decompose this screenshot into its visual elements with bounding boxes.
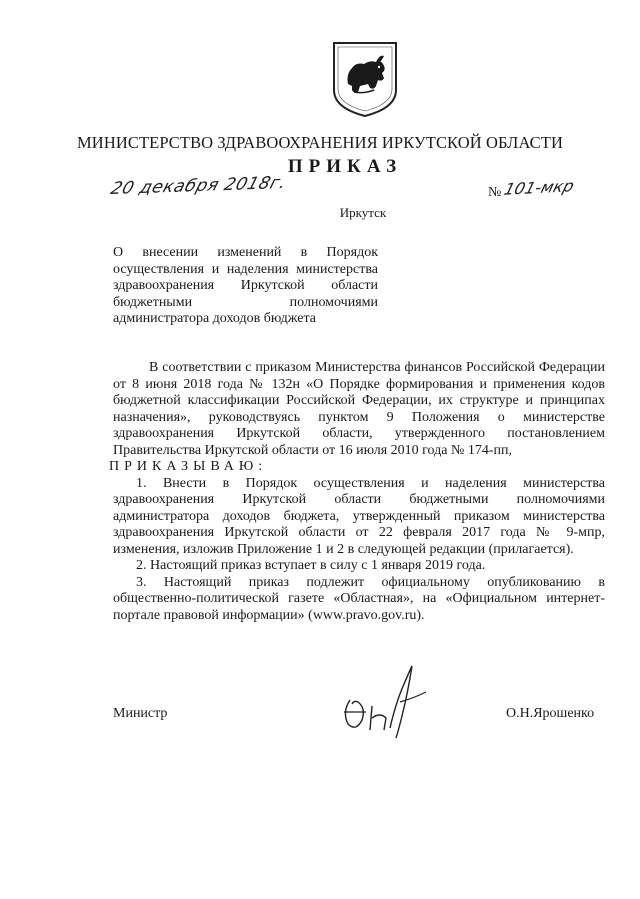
order-title: ПРИКАЗ	[287, 156, 403, 177]
handwritten-signature	[338, 662, 438, 742]
order-item: 2. Настоящий приказ вступает в силу с 1 января 2019 года.	[136, 558, 486, 573]
number-label: №	[488, 185, 502, 200]
document-subject: О внесении изменений в Порядок осуществления и наделения министерства здравоохранения Иркутской области бюджетными полномочиями администратора доходов бюджета	[113, 245, 378, 326]
city: Иркутск	[339, 205, 387, 220]
handwritten-date: 20 декабря 2018г.	[108, 172, 289, 200]
order-item: 1. Внести в Порядок осуществления и наделения министерства здравоохранения Иркутской области бюджетными полномочиями администратора доходов бюджета, утвержденный приказом министерства здравоохранения Иркутской области от 22 февраля 2017 года № 9-мпр, изменения, изложив Приложение 1 и 2 в следующей редакции (прилагается).	[113, 475, 605, 557]
signatory-title: Министр	[113, 706, 168, 721]
order-word: ПРИКАЗЫВАЮ:	[109, 459, 268, 474]
irkutsk-coat-of-arms-icon	[330, 40, 400, 118]
preamble-paragraph: В соответствии с приказом Министерства финансов Российской Федерации от 8 июня 2018 года № 132н «О Порядке формирования и применения кодов бюджетной классификации Российской Федерации, их структуре и принципах назначения», руководствуясь пунктом 9 Положения о министерстве здравоохранения Иркутской области, утвержденного постановлением Правительства Иркутской области от 16 июля 2010 года № 174-пп,	[113, 360, 605, 458]
handwritten-number: 101-мкр	[501, 176, 577, 199]
ministry-name: МИНИСТЕРСТВО ЗДРАВООХРАНЕНИЯ ИРКУТСКОЙ ОБЛАСТИ	[77, 133, 563, 152]
signatory-name: О.Н.Ярошенко	[506, 706, 595, 721]
order-item: 3. Настоящий приказ подлежит официальному опубликованию в общественно-политической газете «Областная», на «Официальном интернет-портале правовой информации» (www.pravo.gov.ru).	[113, 574, 605, 623]
document-body	[109, 360, 605, 624]
